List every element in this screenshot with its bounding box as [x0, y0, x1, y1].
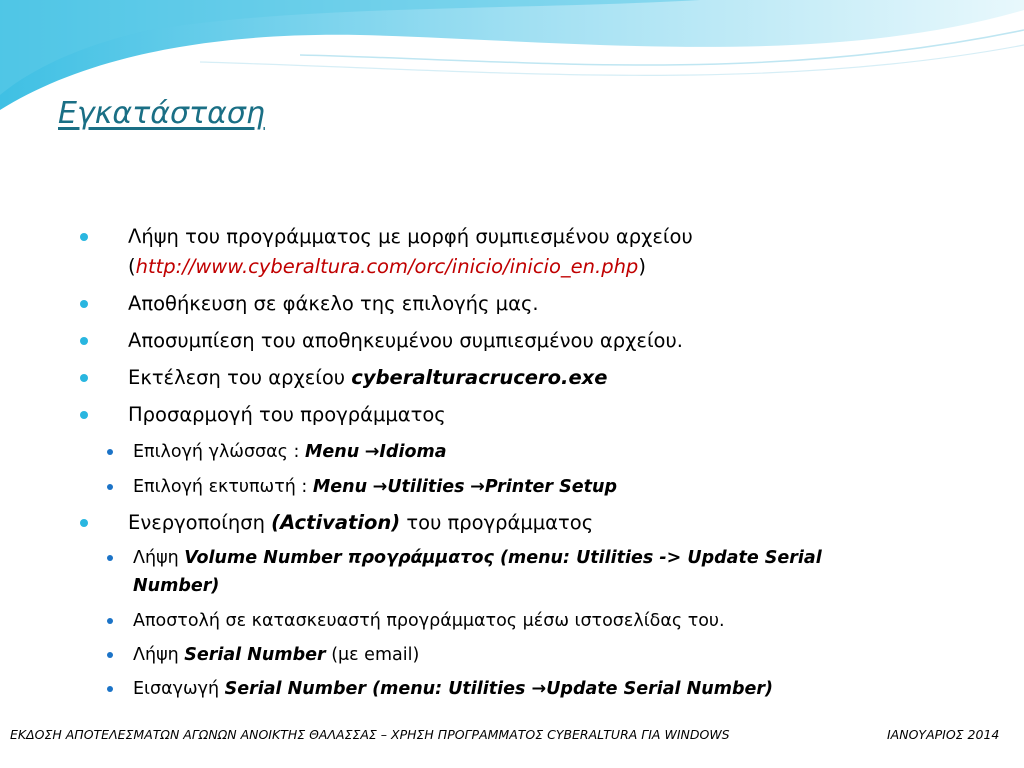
- item-text: Εισαγωγή: [133, 679, 225, 699]
- item-text: Ενεργοποίηση: [128, 511, 272, 534]
- serial-number-term: Serial Number (menu: Utilities: [224, 679, 532, 699]
- bullet-dot: [80, 374, 88, 382]
- item-text: Επιλογή εκτυπωτή :: [133, 477, 313, 497]
- volume-number-term: Number): [133, 576, 220, 596]
- bullet-dot: [80, 300, 88, 308]
- arrow-icon: →: [531, 679, 547, 699]
- arrow-icon: →: [364, 442, 380, 462]
- sub-list-item: [133, 641, 913, 669]
- menu-term: Printer Setup: [484, 477, 617, 497]
- bullet-dot: [80, 337, 88, 345]
- bullet-dot: [80, 519, 88, 527]
- sub-bullet-dot: [107, 449, 113, 455]
- item-text: Λήψη: [133, 548, 185, 568]
- menu-term: Idioma: [379, 442, 447, 462]
- sub-list-item: [133, 438, 913, 466]
- item-text: Επιλογή γλώσσας :: [133, 442, 305, 462]
- exe-filename: cyberalturacrucero.exe: [351, 366, 608, 389]
- item-text: Λήψη: [133, 645, 185, 665]
- sub-bullet-dot: [107, 555, 113, 561]
- list-item: Προσαρμογή του προγράμματος: [128, 403, 446, 426]
- sub-list-item: [133, 544, 953, 600]
- footer-date: ΙΑΝΟΥΑΡΙΟΣ 2014: [887, 727, 1000, 742]
- sub-bullet-dot: [107, 618, 113, 624]
- sub-list-item: [133, 675, 953, 703]
- paren-open: (: [128, 255, 136, 278]
- slide-title: Εγκατάσταση: [58, 96, 265, 131]
- menu-term: Menu: [312, 477, 368, 497]
- list-item: [128, 222, 988, 282]
- menu-term: Menu: [304, 442, 360, 462]
- footer-left-text: ΕΚΔΟΣΗ ΑΠΟΤΕΛΕΣΜΑΤΩΝ ΑΓΩΝΩΝ ΑΝΟΙΚΤΗΣ ΘΑΛΑΣΣΑΣ – ΧΡΗΣΗ ΠΡΟΓΡΑΜΜΑΤΟΣ CYBERALTURA ΓΙΑ WINDOWS: [10, 727, 730, 742]
- item-text: Λήψη του προγράμματος με μορφή συμπιεσμένου αρχείου: [128, 225, 693, 248]
- arrow-icon: →: [470, 477, 485, 497]
- serial-number-term: Update Serial Number): [546, 679, 773, 699]
- list-item: [128, 508, 988, 538]
- list-item: [128, 363, 988, 393]
- bullet-dot: [80, 233, 88, 241]
- bullet-dot: [80, 411, 88, 419]
- sub-bullet-dot: [107, 686, 113, 692]
- activation-term: (Activation): [271, 511, 401, 534]
- list-item: Αποσυμπίεση του αποθηκευμένου συμπιεσμένου αρχείου.: [128, 329, 683, 352]
- list-item: Αποθήκευση σε φάκελο της επιλογής μας.: [128, 292, 539, 315]
- menu-term: Utilities: [387, 477, 465, 497]
- sub-list-item: Αποστολή σε κατασκευαστή προγράμματος μέσω ιστοσελίδας του.: [133, 611, 725, 631]
- item-text: Εκτέλεση του αρχείου: [128, 366, 352, 389]
- sub-bullet-dot: [107, 652, 113, 658]
- volume-number-term: Volume Number προγράμματος (menu: Utilities -> Update Serial: [184, 548, 822, 568]
- paren-close: ): [638, 255, 646, 278]
- item-text: του προγράμματος: [400, 511, 594, 534]
- arrow-icon: →: [372, 477, 388, 497]
- serial-number-term: Serial Number: [184, 645, 326, 665]
- sub-list-item: [133, 473, 913, 501]
- item-text: (με email): [325, 645, 420, 665]
- download-link[interactable]: http://www.cyberaltura.com/orc/inicio/inicio_en.php: [135, 255, 639, 278]
- sub-bullet-dot: [107, 484, 113, 490]
